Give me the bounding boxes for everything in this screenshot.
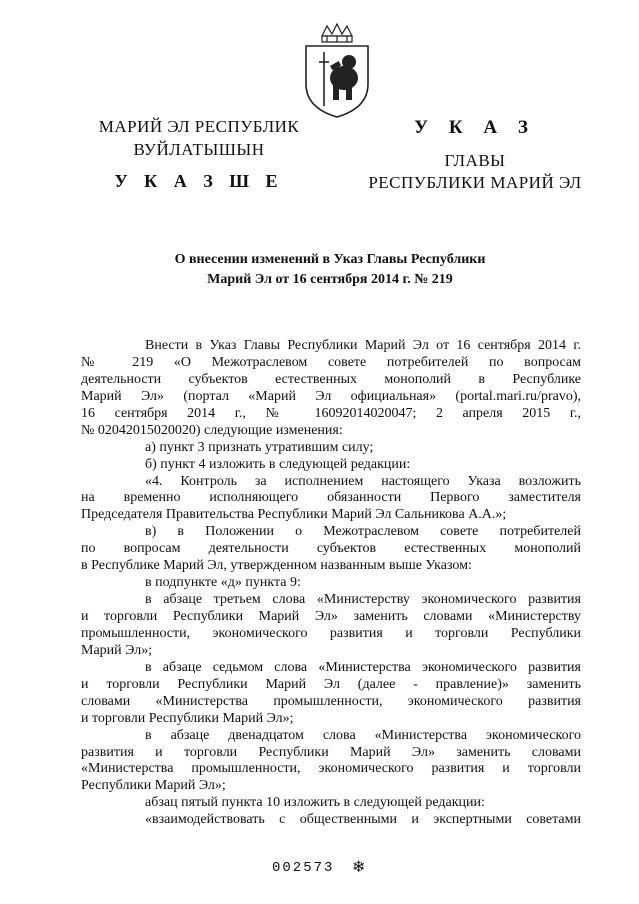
body-line: на временно исполняющего обязанности Первого заместителя bbox=[81, 490, 581, 506]
body-line: в) в Положении о Межотраслевом совете потребителей bbox=[145, 524, 581, 540]
body-line: 16 сентября 2014 г., № 16092014020047; 2 апреля 2015 г., bbox=[81, 405, 581, 421]
body-line: словами «Министерства промышленности, экономического развития bbox=[81, 693, 581, 709]
body-line: по вопросам деятельности субъектов естественных монополий bbox=[81, 541, 581, 557]
body-line: № 02042015020020) следующие изменения: bbox=[81, 422, 343, 438]
header-left-line-3: У К А З Ш Е bbox=[114, 171, 284, 191]
body-line: Марий Эл»; bbox=[81, 642, 153, 658]
body-line: б) пункт 4 изложить в следующей редакции: bbox=[145, 456, 411, 472]
body-line: а) пункт 3 признать утратившим силу; bbox=[145, 439, 374, 455]
body-line: и торговли Республики Марий Эл» заменить словами «Министерству bbox=[81, 609, 581, 624]
body-line: и торговли Республики Марий Эл»; bbox=[81, 710, 294, 726]
header-right-line-1: У К А З bbox=[414, 117, 536, 138]
body-line: Внести в Указ Главы Республики Марий Эл от 16 сентября 2014 г. bbox=[145, 338, 581, 353]
body-line: в подпункте «д» пункта 9: bbox=[145, 575, 301, 591]
body-line: Марий Эл» (портал «Марий Эл официальная» (portal.mari.ru/pravo), bbox=[81, 388, 581, 404]
body-line: развития и торговли Республики Марий Эл» заменить словами bbox=[81, 744, 581, 760]
header-left-line-1: МАРИЙ ЭЛ РЕСПУБЛИК bbox=[98, 117, 300, 136]
document-serial-number: 002573 bbox=[272, 860, 335, 876]
body-line: промышленности, экономического развития и торговли Республики bbox=[81, 625, 581, 641]
document-title-line-2: Марий Эл от 16 сентября 2014 г. № 219 bbox=[207, 272, 453, 287]
header-left-line-2: ВУЙЛАТЫШЫН bbox=[133, 140, 265, 159]
document-title-line-1: О внесении изменений в Указ Главы Республики bbox=[174, 252, 486, 267]
document-body bbox=[81, 338, 581, 829]
snowflake-mark-icon: ❄ bbox=[352, 859, 366, 876]
header-right-line-3: РЕСПУБЛИКИ МАРИЙ ЭЛ bbox=[368, 173, 582, 192]
body-line: в Республике Марий Эл, утвержденном названным выше Указом: bbox=[81, 558, 472, 574]
body-line: Председателя Правительства Республики Марий Эл Сальникова А.А.»; bbox=[81, 507, 507, 523]
body-line: Республики Марий Эл»; bbox=[81, 778, 226, 794]
body-line: «Министерства промышленности, экономического развития и торговли bbox=[81, 761, 581, 777]
body-line: «взаимодействовать с общественными и экспертными советами bbox=[145, 812, 581, 828]
body-line: в абзаце третьем слова «Министерству экономического развития bbox=[145, 592, 581, 608]
body-line: деятельности субъектов естественных монополий в Республике bbox=[81, 371, 581, 387]
body-line: в абзаце двенадцатом слова «Министерства экономического bbox=[145, 727, 581, 743]
body-line: № 219 «О Межотраслевом совете потребителей по вопросам bbox=[81, 354, 581, 370]
body-line: и торговли Республики Марий Эл (далее - правление)» заменить bbox=[81, 676, 581, 692]
body-line: «4. Контроль за исполнением настоящего Указа возложить bbox=[145, 473, 581, 489]
coat-of-arms-emblem bbox=[294, 22, 380, 120]
header-right-line-2: ГЛАВЫ bbox=[444, 151, 506, 170]
body-line: в абзаце седьмом слова «Министерства экономического развития bbox=[145, 659, 581, 675]
body-line: абзац пятый пункта 10 изложить в следующей редакции: bbox=[145, 795, 485, 811]
